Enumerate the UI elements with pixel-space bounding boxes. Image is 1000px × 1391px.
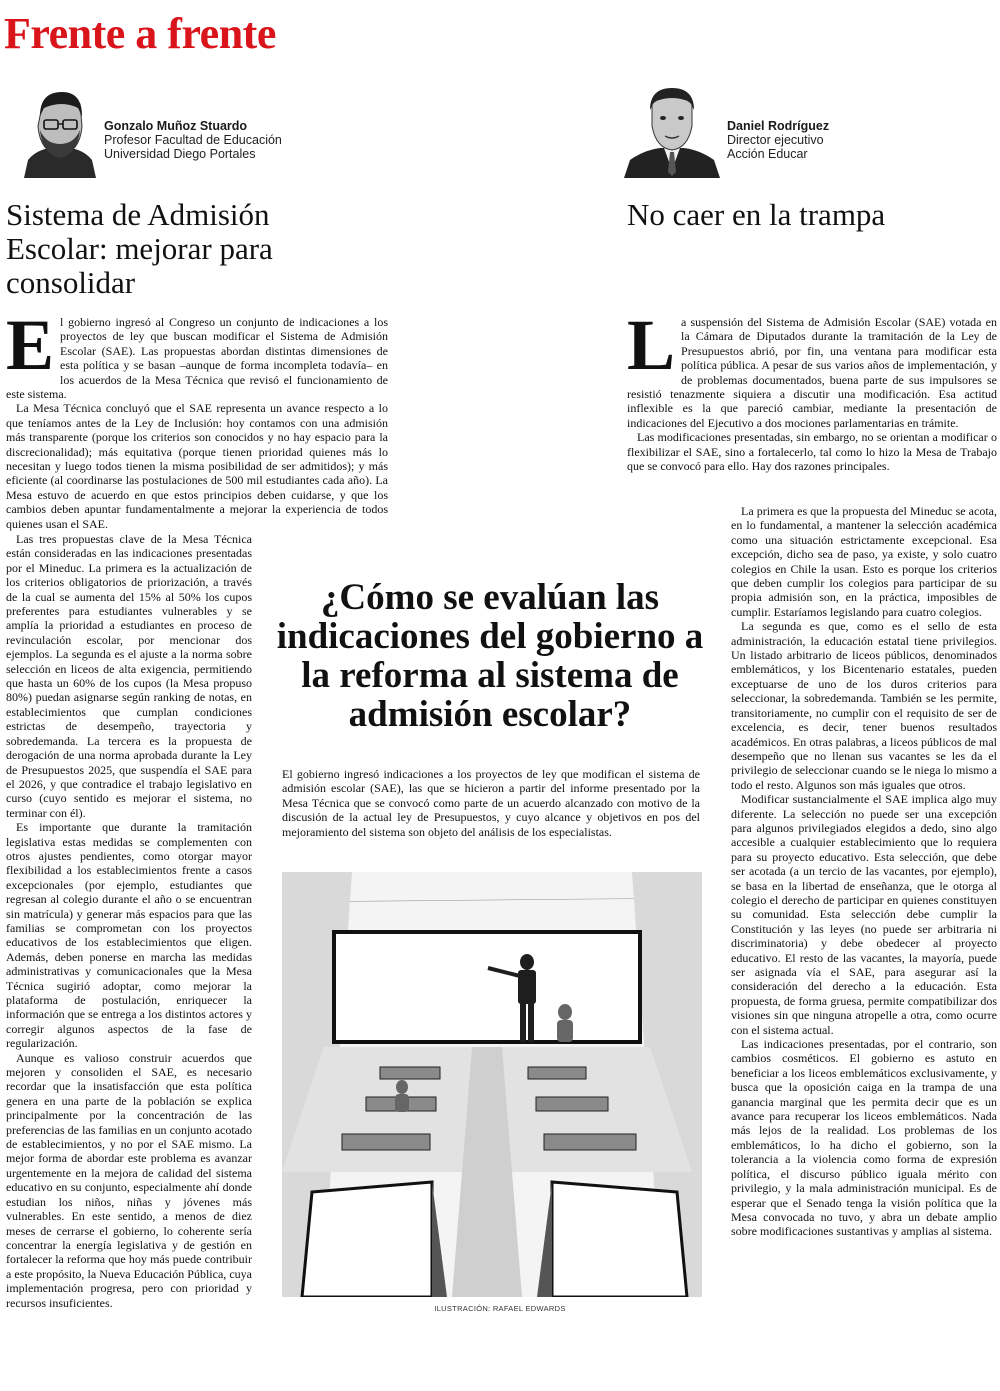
illustration-credit: ILUSTRACIÓN: RAFAEL EDWARDS — [434, 1304, 566, 1313]
author-portrait-right — [624, 80, 720, 178]
left-article-column — [6, 532, 252, 1310]
right-headline: No caer en la trampa — [627, 197, 886, 232]
right-dropcap: L — [627, 305, 676, 385]
right-paragraph-3: La primera es que la propuesta del Mineduc se acota, en lo fundamental, a mantener la selección académica como una situación estrictamente excepcional. Esa excepción, dicho sea de paso, ya existe, y solo cuatro colegios en Chile la usan. Esto es porque los criterios que deben cumplir los colegios para participar de su propia admisión son, en la práctica, imposibles de cumplir. Estaríamos legislando para cuatro colegios. — [731, 504, 997, 619]
left-dropcap: E — [6, 305, 55, 385]
author-role-left-1: Profesor Facultad de Educación — [104, 133, 282, 147]
center-question: ¿Cómo se evalúan las indicaciones del gobierno a la reforma al sistema de admisión escolar? — [276, 577, 704, 735]
right-paragraph-6: Las indicaciones presentadas, por el contrario, son cambios cosméticos. El gobierno es astuto en beneficiar a los liceos emblemáticos exclusivamente, y busca que la oposición caiga en la trampa de una ganancia marginal que les permita decir que es un avance para recuperar los liceos emblemáticos. Nada más lejos de la realidad. Los problemas de los emblemáticos, lo ha dicho el gobierno, son la tolerancia a la violencia como forma de expresión política, el discurso público iguala mérito con privilegio, y la mala administración municipal. Es de esperar que el Senado tenga la visión política que la Mesa convocada no tuvo, y abra un debate amplio sobre modificaciones sustantivas y amplias al sistema. — [731, 1037, 997, 1239]
left-paragraph-4: Es importante que durante la tramitación legislativa estas medidas se complementen con otros ajustes pendientes, como otorgar mayor flexibilidad a los establecimientos frente a casos excepcionales (por ejemplo, estudiantes que regresan al colegio durante el año o se encuentran sin matrícula) y generar más espacios para que las familias se comprometan con los proyectos educativos de los establecimientos que eligen. Además, deben ponerse en marcha las medidas administrativas y comunicacionales que la Mesa Técnica sugirió adoptar, como mejorar la plataforma de postulación, enriquecer la información que se entrega a los distintos actores y corregir algunos aspectos de la fase de regularización. — [6, 820, 252, 1051]
left-article-top — [6, 305, 388, 531]
center-intro: El gobierno ingresó indicaciones a los proyectos de ley que modifican el sistema de admisión escolar (SAE), las que se hicieron a partir del informe presentado por la Mesa Técnica que se convocó como parte de un acuerdo alcanzado con motivo de la discusión de la actual ley de Presupuestos, y cuyo alcance y objetivos en pos del mejoramiento del sistema son objeto del análisis de los especialistas. — [282, 767, 700, 839]
author-portrait-left — [22, 86, 98, 178]
left-headline: Sistema de Admisión Escolar: mejorar para consolidar — [6, 197, 273, 300]
right-paragraph-4: La segunda es que, como es el sello de esta administración, la educación estatal tiene privilegios. Un listado arbitrario de liceos públicos, denominados emblemáticos, y los Bicentenario estatales, pueden exceptuarse de uno de los duros criterios para seleccionar, la sobredemanda. También se les permite, transitoriamente, no cumplir con el requisito de ser de excelencia, es decir, tener buenos resultados académicos. En otras palabras, a liceos públicos de mal desempeño que no llenan sus vacantes se les da el privilegio de seleccionar cuando se le niega lo mismo a todo el resto. Algunos son más iguales que otros. — [731, 619, 997, 792]
author-name-right: Daniel Rodríguez — [727, 119, 830, 133]
right-article-column — [731, 504, 997, 1239]
author-name-left: Gonzalo Muñoz Stuardo — [104, 119, 248, 133]
right-paragraph-1: a suspensión del Sistema de Admisión Escolar (SAE) votada en la Cámara de Diputados durante la tramitación de la Ley de Presupuestos abrió, por fin, una ventana para modificar esta política pública. A pesar de sus varios años de implementación, y de problemas documentados, buena parte de sus impulsores se resistió tenazmente siquiera a discutir una modificación. Esa actitud inflexible es la que pareció cambiar, mediante la presentación de indicaciones del Ejecutivo a dos mociones parlamentarias en trámite. — [627, 315, 997, 430]
left-paragraph-1: l gobierno ingresó al Congreso un conjunto de indicaciones a los proyectos de ley que buscan modificar el Sistema de Admisión Escolar (SAE). Las propuestas abordan distintas dimensiones de esta política y se basan –aunque de forma incompleta todavía– en los acuerdos de la Mesa Técnica que revisó el funcionamiento de este sistema. — [6, 315, 388, 402]
left-paragraph-5: Aunque es valioso construir acuerdos que mejoren y consoliden el SAE, es necesario recordar que la insatisfacción que esta política genera en una parte de la población se explica principalmente por la concentración de las preferencias de las familias en un conjunto acotado de establecimientos, y no por el SAE mismo. La mejor forma de abordar este problema es avanzar urgentemente en la mejora de calidad del sistema educativo en su conjunto, especialmente ahí donde estudian los niños, niñas y jóvenes más vulnerables. En este sentido, a menos de diez meses de cerrarse el gobierno, lo coherente sería concentrar la energía legislativa y de gestión en fortalecer la reforma que hoy más puede contribuir a este propósito, la Nueva Educación Pública, cuya implementación progresa, pero con prioridad y recursos insuficientes. — [6, 1050, 252, 1310]
left-paragraph-2: La Mesa Técnica concluyó que el SAE representa un avance respecto a lo que teníamos antes de la Ley de Inclusión: hoy contamos con una admisión más transparente (porque los criterios son conocidos y no hay espacio para la discrecionalidad); más equitativa (porque tienen prioridad quienes más lo necesitan y luego todos tienen la misma posibilidad de ser admitidos); y más eficiente (al coordinarse las postulaciones de 500 mil estudiantes cada año). La Mesa estuvo de acuerdo en que estos principios deben cuidarse, y que los cambios deben apuntar fundamentalmente a mejorar la experiencia de todos quienes usan el SAE. — [6, 401, 388, 531]
left-paragraph-3: Las tres propuestas clave de la Mesa Técnica están consideradas en las indicaciones presentadas por el Mineduc. La primera es la actualización de los criterios obligatorios de priorización, a través de la cual se aumenta del 15% al 50% los cupos preferentes para estudiantes vulnerables y se amplía la prioridad a estudiantes en proceso de revinculación escolar, por mencionar dos ejemplos. La segunda es el ajuste a la norma sobre selección en liceos de alta exigencia, permitiendo que hasta un 60% de los cupos (la Mesa propuso 80%) puedan asignarse según ranking de notas, en establecimientos que cumplan condiciones estrictas de desempeño, trayectoria y sobredemanda. La tercera es la propuesta de derogación de una norma aprobada durante la Ley de Presupuestos 2025, que suspendía el SAE para el 2026, y que contradice el trabajo legislativo en curso (cuyo sentido es mejorar el sistema, no terminar con él). — [6, 532, 252, 820]
right-paragraph-2: Las modificaciones presentadas, sin embargo, no se orientan a modificar o flexibilizar el SAE, sino a fortalecerlo, tal como lo hizo la Mesa de Trabajo que se convocó para ello. Hay dos razones principales. — [627, 430, 997, 474]
section-title: Frente a frente — [4, 9, 276, 58]
author-role-right-1: Director ejecutivo — [727, 133, 824, 147]
classroom-illustration — [282, 872, 702, 1297]
author-role-right-2: Acción Educar — [727, 147, 808, 161]
author-role-left-2: Universidad Diego Portales — [104, 147, 256, 161]
right-article-top — [627, 305, 997, 474]
right-paragraph-5: Modificar sustancialmente el SAE implica algo muy diferente. La selección no puede ser una excepción para algunos privilegiados elegidos a dedo, sino algo accesible a cualquier establecimiento que lo requiera para su proyecto educativo. Esta selección, que debe ser acotada (a un tercio de las vacantes, por ejemplo), se basa en la libertad de enseñanza, que le otorga al colegio el derecho de participar en quienes constituyen su comunidad. Esta selección debe cumplir la Constitución y las leyes (no puede ser arbitraria ni discriminatoria) y debe obedecer al proyecto educativo. El resto de las vacantes, la mayoría, puede ser asignada vía el SAE, para asegurar así la consideración del derecho a la educación. Esta propuesta, de forma gruesa, permite compatibilizar dos visiones sin que ninguna atropelle a otra, como ocurre con el sistema actual. — [731, 792, 997, 1037]
